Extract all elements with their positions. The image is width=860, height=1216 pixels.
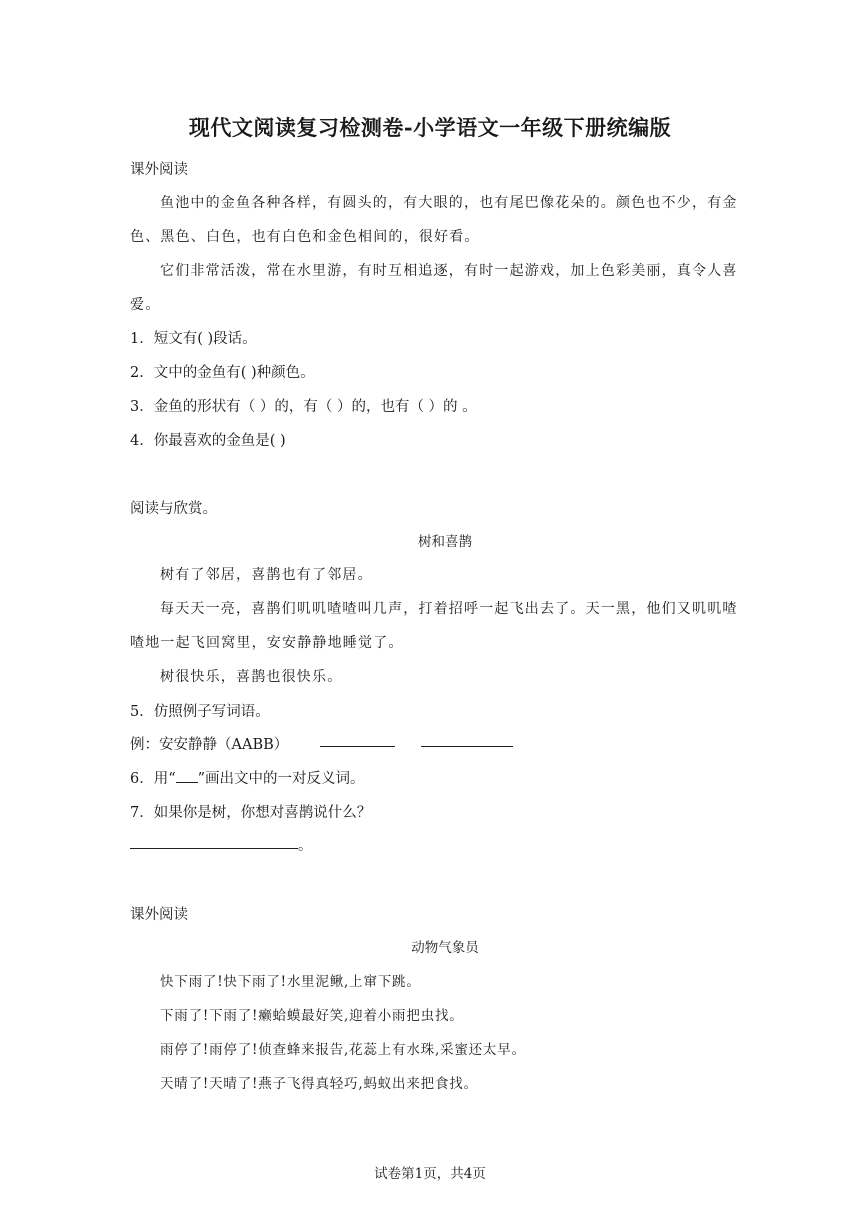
section1-paragraph1-line1: 鱼池中的金鱼各种各样，有圆头的，有大眼的，也有尾巴像花朵的。颜色也不少，有金 — [160, 195, 738, 211]
story-paragraph2-line1: 每天天一亮，喜鹊们叽叽喳喳叫几声，打着招呼一起飞出去了。天一黑，他们又叽叽喳 — [160, 601, 738, 617]
question-6-prefix: 6．用“ — [130, 771, 176, 787]
section3-heading: 课外阅读 — [130, 907, 188, 923]
answer-blank-1[interactable] — [320, 746, 395, 747]
poem-line-3: 雨停了!雨停了!侦查蜂来报告,花蕊上有水珠,采蜜还太早。 — [160, 1042, 526, 1058]
question-4: 4．你最喜欢的金鱼是( ) — [130, 433, 286, 449]
story-paragraph2-line2: 喳地一起飞回窝里，安安静静地睡觉了。 — [130, 635, 404, 651]
question-7-period: 。 — [298, 838, 312, 854]
question-3: 3．金鱼的形状有（ ）的，有（ ）的，也有（ ）的 。 — [130, 399, 477, 415]
story-paragraph1: 树有了邻居，喜鹊也有了邻居。 — [160, 567, 373, 583]
question-7: 7．如果你是树，你想对喜鹊说什么？ — [130, 805, 372, 821]
section1-paragraph2-line2: 爱。 — [130, 297, 161, 313]
page-title: 现代文阅读复习检测卷-小学语文一年级下册统编版 — [188, 115, 672, 140]
question-2: 2．文中的金鱼有( )种颜色。 — [130, 365, 315, 381]
question-6-suffix: ”画出文中的一对反义词。 — [197, 771, 365, 787]
question-5: 5．仿照例子写词语。 — [130, 704, 270, 720]
story-paragraph3: 树很快乐，喜鹊也很快乐。 — [160, 669, 343, 685]
answer-blank-2[interactable] — [421, 746, 513, 747]
underline-mark — [176, 770, 198, 783]
poem-title: 动物气象员 — [411, 940, 479, 956]
section1-paragraph2-line1: 它们非常活泼，常在水里游，有时互相追逐，有时一起游戏，加上色彩美丽，真令人喜 — [160, 263, 738, 279]
question-1: 1．短文有( )段话。 — [130, 331, 257, 347]
poem-line-1: 快下雨了!快下雨了!水里泥鳅,上窜下跳。 — [160, 974, 421, 990]
poem-line-2: 下雨了!下雨了!癞蛤蟆最好笑,迎着小雨把虫找。 — [160, 1008, 464, 1024]
answer-blank-3[interactable] — [130, 848, 298, 849]
section1-heading: 课外阅读 — [130, 162, 188, 178]
section1-paragraph1-line2: 色、黑色、白色，也有白色和金色相间的，很好看。 — [130, 229, 480, 245]
section2-heading: 阅读与欣赏。 — [130, 501, 217, 517]
question-6 — [130, 767, 365, 788]
poem-line-4: 天晴了!天晴了!燕子飞得真轻巧,蚂蚁出来把食找。 — [160, 1076, 478, 1092]
question-5-example: 例：安安静静（AABB） — [130, 737, 289, 753]
story-title: 树和喜鹊 — [418, 534, 472, 550]
page-footer: 试卷第1页，共4页 — [374, 1166, 486, 1182]
